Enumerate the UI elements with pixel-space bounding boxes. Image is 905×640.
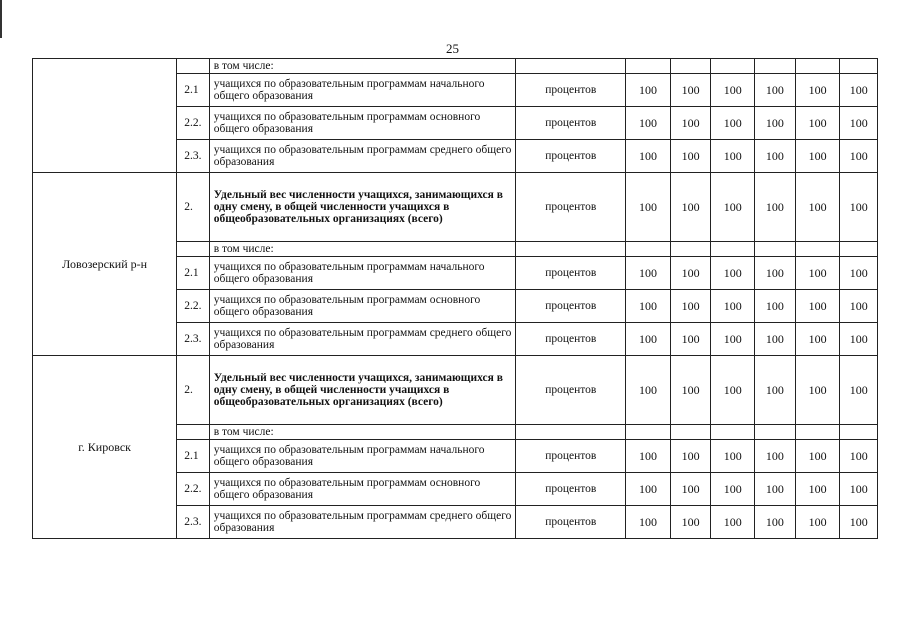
table-row (33, 173, 878, 242)
num-cell: 2.3. (177, 140, 210, 173)
value-cell: 100 (670, 323, 711, 356)
num-cell (177, 59, 210, 74)
num-cell: 2. (177, 356, 210, 425)
empty-cell (795, 425, 840, 440)
value-cell: 100 (670, 107, 711, 140)
value-cell: 100 (755, 290, 796, 323)
value-cell: 100 (840, 74, 878, 107)
value-cell: 100 (626, 140, 671, 173)
num-cell: 2.3. (177, 323, 210, 356)
value-cell: 100 (755, 173, 796, 242)
unit-cell: процентов (516, 440, 626, 473)
value-cell: 100 (670, 290, 711, 323)
unit-cell: процентов (516, 140, 626, 173)
value-cell: 100 (711, 290, 755, 323)
value-cell: 100 (795, 107, 840, 140)
empty-cell (795, 242, 840, 257)
unit-cell: процентов (516, 356, 626, 425)
value-cell: 100 (755, 356, 796, 425)
value-cell: 100 (840, 257, 878, 290)
indicator-table (32, 58, 878, 539)
indicator-text-cell: Удельный вес численности учащихся, занимающихся в одну смену, в общей численности учащихся в общеобразовательных организациях (всего) (209, 356, 516, 425)
value-cell: 100 (711, 257, 755, 290)
indicator-text-cell: учащихся по образовательным программам основного общего образования (209, 473, 516, 506)
value-cell: 100 (795, 440, 840, 473)
value-cell: 100 (670, 440, 711, 473)
value-cell: 100 (755, 107, 796, 140)
indicator-text-cell: учащихся по образовательным программам начального общего образования (209, 74, 516, 107)
value-cell: 100 (795, 473, 840, 506)
indicator-text-cell: учащихся по образовательным программам начального общего образования (209, 440, 516, 473)
value-cell: 100 (670, 356, 711, 425)
value-cell: 100 (711, 107, 755, 140)
value-cell: 100 (711, 440, 755, 473)
empty-cell (711, 242, 755, 257)
subheader-cell: в том числе: (209, 425, 516, 440)
value-cell: 100 (670, 257, 711, 290)
empty-cell (711, 59, 755, 74)
subheader-cell: в том числе: (209, 242, 516, 257)
empty-cell (670, 59, 711, 74)
value-cell: 100 (755, 473, 796, 506)
value-cell: 100 (755, 440, 796, 473)
num-cell: 2.2. (177, 107, 210, 140)
subheader-cell: в том числе: (209, 59, 516, 74)
unit-cell: процентов (516, 74, 626, 107)
value-cell: 100 (626, 440, 671, 473)
value-cell: 100 (795, 173, 840, 242)
value-cell: 100 (840, 140, 878, 173)
unit-cell: процентов (516, 323, 626, 356)
empty-cell (755, 242, 796, 257)
num-cell: 2.3. (177, 506, 210, 539)
value-cell: 100 (711, 323, 755, 356)
num-cell (177, 425, 210, 440)
unit-cell: процентов (516, 257, 626, 290)
empty-cell (626, 59, 671, 74)
empty-cell (795, 59, 840, 74)
unit-cell: процентов (516, 173, 626, 242)
value-cell: 100 (840, 107, 878, 140)
value-cell: 100 (795, 506, 840, 539)
value-cell: 100 (711, 356, 755, 425)
value-cell: 100 (840, 290, 878, 323)
region-cell: Ловозерский р-н (33, 173, 177, 356)
empty-cell (840, 425, 878, 440)
value-cell: 100 (795, 290, 840, 323)
value-cell: 100 (626, 257, 671, 290)
value-cell: 100 (840, 506, 878, 539)
num-cell: 2.2. (177, 290, 210, 323)
value-cell: 100 (840, 473, 878, 506)
empty-cell (516, 242, 626, 257)
value-cell: 100 (626, 506, 671, 539)
value-cell: 100 (711, 74, 755, 107)
page-number: 25 (446, 41, 459, 56)
unit-cell: процентов (516, 473, 626, 506)
num-cell: 2.2. (177, 473, 210, 506)
num-cell: 2.1 (177, 440, 210, 473)
empty-cell (840, 59, 878, 74)
scan-edge-mark (0, 0, 2, 38)
value-cell: 100 (840, 323, 878, 356)
value-cell: 100 (755, 74, 796, 107)
value-cell: 100 (755, 140, 796, 173)
indicator-text-cell: учащихся по образовательным программам начального общего образования (209, 257, 516, 290)
empty-cell (670, 242, 711, 257)
value-cell: 100 (795, 323, 840, 356)
empty-cell (755, 425, 796, 440)
value-cell: 100 (670, 173, 711, 242)
unit-cell: процентов (516, 290, 626, 323)
value-cell: 100 (711, 473, 755, 506)
value-cell: 100 (795, 356, 840, 425)
num-cell (177, 242, 210, 257)
value-cell: 100 (840, 440, 878, 473)
value-cell: 100 (840, 173, 878, 242)
value-cell: 100 (795, 257, 840, 290)
unit-cell: процентов (516, 107, 626, 140)
value-cell: 100 (670, 506, 711, 539)
value-cell: 100 (711, 506, 755, 539)
value-cell: 100 (626, 74, 671, 107)
num-cell: 2. (177, 173, 210, 242)
value-cell: 100 (711, 140, 755, 173)
empty-cell (755, 59, 796, 74)
indicator-text-cell: учащихся по образовательным программам среднего общего образования (209, 323, 516, 356)
indicator-text-cell: учащихся по образовательным программам среднего общего образования (209, 506, 516, 539)
num-cell: 2.1 (177, 257, 210, 290)
value-cell: 100 (755, 323, 796, 356)
empty-cell (516, 59, 626, 74)
empty-cell (711, 425, 755, 440)
value-cell: 100 (670, 473, 711, 506)
value-cell: 100 (711, 173, 755, 242)
value-cell: 100 (840, 356, 878, 425)
empty-cell (840, 242, 878, 257)
indicator-text-cell: учащихся по образовательным программам основного общего образования (209, 290, 516, 323)
empty-cell (516, 425, 626, 440)
table-row (33, 59, 878, 74)
value-cell: 100 (670, 74, 711, 107)
value-cell: 100 (670, 140, 711, 173)
num-cell: 2.1 (177, 74, 210, 107)
value-cell: 100 (755, 257, 796, 290)
value-cell: 100 (755, 506, 796, 539)
value-cell: 100 (626, 107, 671, 140)
region-cell (33, 59, 177, 173)
value-cell: 100 (626, 323, 671, 356)
value-cell: 100 (795, 140, 840, 173)
empty-cell (626, 242, 671, 257)
value-cell: 100 (626, 290, 671, 323)
value-cell: 100 (626, 173, 671, 242)
value-cell: 100 (795, 74, 840, 107)
indicator-text-cell: учащихся по образовательным программам среднего общего образования (209, 140, 516, 173)
empty-cell (670, 425, 711, 440)
indicator-text-cell: учащихся по образовательным программам основного общего образования (209, 107, 516, 140)
region-cell: г. Кировск (33, 356, 177, 539)
indicator-text-cell: Удельный вес численности учащихся, занимающихся в одну смену, в общей численности учащихся в общеобразовательных организациях (всего) (209, 173, 516, 242)
value-cell: 100 (626, 356, 671, 425)
unit-cell: процентов (516, 506, 626, 539)
empty-cell (626, 425, 671, 440)
table-body (33, 59, 878, 539)
value-cell: 100 (626, 473, 671, 506)
table-row (33, 356, 878, 425)
